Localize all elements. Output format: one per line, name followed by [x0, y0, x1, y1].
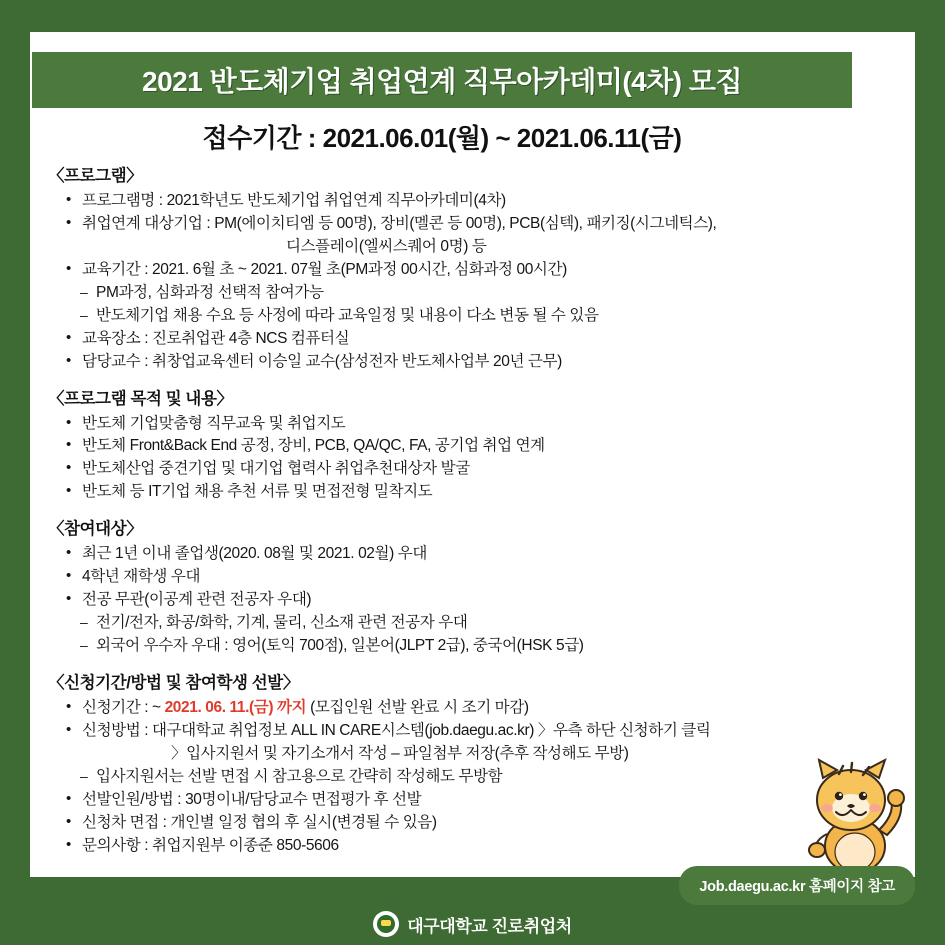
list-item: • 담당교수 : 취창업교육센터 이승일 교수(삼성전자 반도체사업부 20년 근무)	[66, 351, 908, 374]
list-item: 〉입사지원서 및 자기소개서 작성 – 파일첨부 저장(추후 작성해도 무방)	[171, 744, 629, 762]
list-item: – 외국어 우수자 우대 : 영어(토익 700점), 일본어(JLPT 2급), 중국어(HSK 5급)	[66, 635, 908, 658]
list-item: • 문의사항 : 취업지원부 이종준 850-5606	[66, 835, 908, 858]
list-item: • 신청차 면접 : 개인별 일정 협의 후 실시(변경될 수 있음)	[66, 812, 908, 835]
deadline-prefix: 신청기간 : ~	[82, 698, 165, 716]
deadline-highlight: 2021. 06. 11.(금) 까지	[164, 698, 307, 716]
section-list	[48, 543, 908, 658]
list-item: • 반도체 Front&Back End 공정, 장비, PCB, QA/QC, FA, 공기업 취업 연계	[66, 435, 908, 458]
list-item: • 반도체산업 중견기업 및 대기업 협력사 취업추천대상자 발굴	[66, 458, 908, 481]
list-item: • 프로그램명 : 2021학년도 반도체기업 취업연계 직무아카데미(4차)	[66, 190, 908, 213]
footer	[0, 911, 945, 937]
section-heading: 〈프로그램〉	[48, 167, 143, 185]
section-list	[48, 697, 908, 858]
list-item: – 반도체기업 채용 수요 등 사정에 따라 교육일정 및 내용이 다소 변동 될 수 있음	[66, 305, 908, 328]
list-item: • 교육기간 : 2021. 6월 초 ~ 2021. 07월 초(PM과정 00시간, 심화과정 00시간)	[66, 259, 908, 282]
homepage-badge[interactable]: Job.daegu.ac.kr 홈페이지 참고	[679, 866, 915, 905]
list-item: • 최근 1년 이내 졸업생(2020. 08월 및 2021. 02월) 우대	[66, 543, 908, 566]
poster-title-bar	[32, 52, 852, 108]
section-application	[48, 669, 908, 858]
application-period-subtitle: 접수기간 : 2021.06.01(월) ~ 2021.06.11(금)	[202, 123, 682, 153]
deadline-suffix: (모집인원 선발 완료 시 조기 마감)	[306, 698, 529, 716]
section-program-purpose	[48, 385, 908, 505]
list-item: 디스플레이(엘씨스퀘어 0명) 등	[286, 237, 487, 255]
university-logo-icon	[373, 911, 399, 937]
page-title: 2021 반도체기업 취업연계 직무아카데미(4차) 모집	[142, 66, 742, 97]
footer-label: 대구대학교 진로취업처	[407, 916, 572, 936]
list-item: – 전기/전자, 화공/화학, 기계, 물리, 신소재 관련 전공자 우대	[66, 612, 908, 635]
list-item: • 전공 무관(이공계 관련 전공자 우대)	[66, 589, 908, 612]
mascot-illustration	[793, 750, 913, 875]
list-item: – PM과정, 심화과정 선택적 참여가능	[66, 282, 908, 305]
section-list	[48, 190, 908, 374]
list-item: • 교육장소 : 진로취업관 4층 NCS 컴퓨터실	[66, 328, 908, 351]
list-item: • 반도체 기업맞춤형 직무교육 및 취업지도	[66, 413, 908, 436]
section-heading: 〈신청기간/방법 및 참여학생 선발〉	[48, 673, 299, 692]
poster-content	[48, 162, 908, 869]
list-item: • 선발인원/방법 : 30명이내/담당교수 면접평가 후 선발	[66, 789, 908, 812]
list-item: • 반도체 등 IT기업 채용 추천 서류 및 면접전형 밀착지도	[66, 481, 908, 504]
section-list	[48, 413, 908, 505]
section-heading: 〈프로그램 목적 및 내용〉	[48, 389, 233, 408]
list-item: • 신청방법 : 대구대학교 취업정보 ALL IN CARE시스템(job.daegu.ac.kr) 〉우측 하단 신청하기 클릭	[66, 720, 908, 743]
list-item: • 4학년 재학생 우대	[66, 566, 908, 589]
list-item: – 입사지원서는 선발 면접 시 참고용으로 간략히 작성해도 무방함	[66, 766, 908, 789]
section-program	[48, 162, 908, 374]
list-item-deadline	[66, 697, 908, 720]
section-heading: 〈참여대상〉	[48, 520, 143, 539]
section-target-participants	[48, 515, 908, 658]
list-item: • 취업연계 대상기업 : PM(에이치티엠 등 00명), 장비(멜콘 등 00명), PCB(심텍), 패키징(시그네틱스),	[66, 213, 908, 236]
